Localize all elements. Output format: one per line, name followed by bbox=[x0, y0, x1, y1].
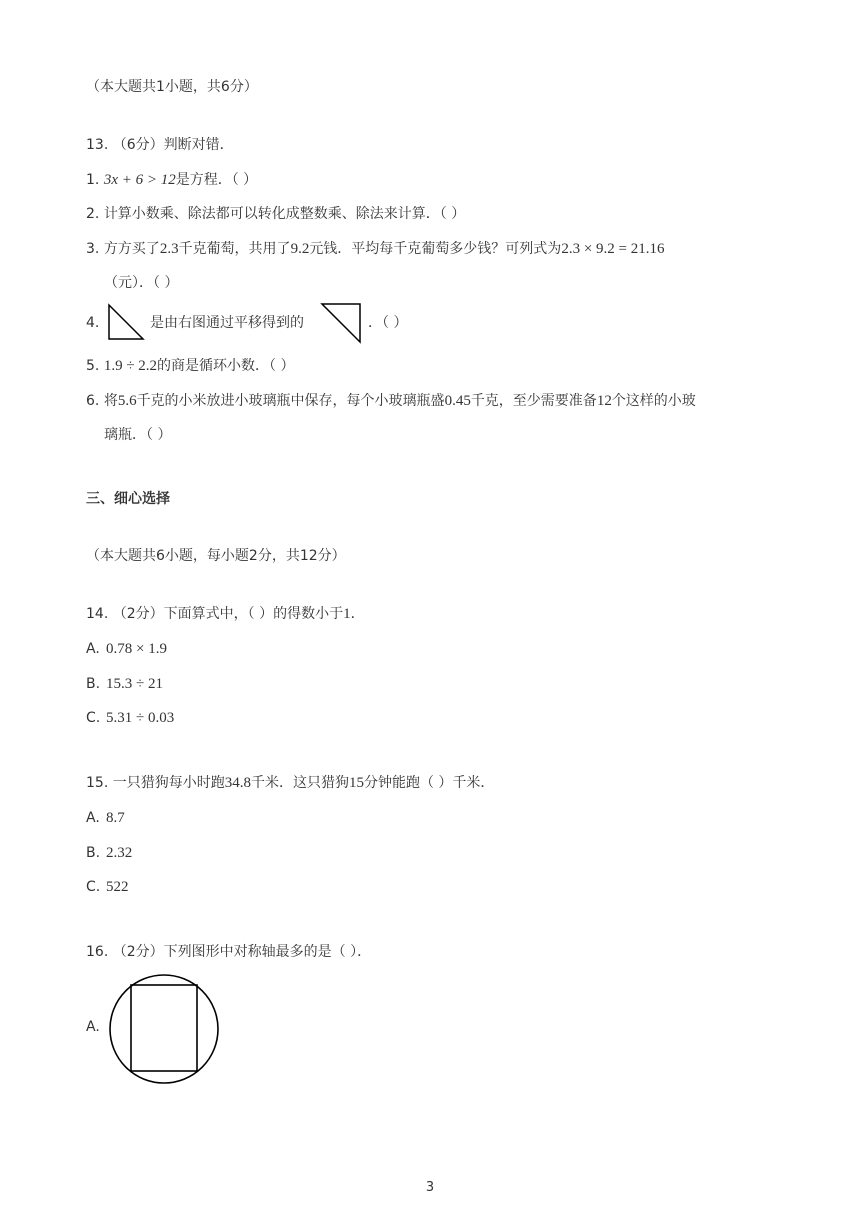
item-number: 6. bbox=[86, 393, 100, 409]
section-note: （本大题共1小题，共6分） bbox=[86, 79, 258, 95]
item-number: 4. bbox=[86, 315, 100, 331]
option-value: 2.32 bbox=[106, 845, 133, 861]
option-b bbox=[86, 843, 132, 863]
item-number: 5. bbox=[86, 358, 100, 374]
q13-item-6-continued: 璃瓶．（ ） bbox=[104, 427, 172, 443]
math-value: 1 bbox=[343, 606, 351, 622]
option-label: B. bbox=[86, 676, 101, 692]
item-text: 千克葡萄，共用了 bbox=[178, 241, 291, 257]
q13-item-4-suffix: ．（ ） bbox=[368, 315, 408, 331]
flipped-triangle-figure bbox=[320, 302, 362, 344]
question-text: 15. 一只猎狗每小时跑 bbox=[86, 775, 225, 791]
item-text: 元钱．平均每千克葡萄多少钱？可列式为 bbox=[309, 241, 562, 257]
option-label: C. bbox=[86, 710, 101, 726]
q13-item-3 bbox=[86, 239, 664, 259]
q13-item-1 bbox=[86, 170, 257, 190]
item-text: 个这样的小玻 bbox=[611, 393, 696, 409]
item-text: 的商是循环小数．（ ） bbox=[157, 358, 295, 374]
option-label: A. bbox=[86, 1019, 100, 1035]
item-number: 2. bbox=[86, 206, 100, 222]
item-number: 3. bbox=[86, 241, 100, 257]
option-label: C. bbox=[86, 879, 101, 895]
math-expression: 2.3 × 9.2 = 21.16 bbox=[561, 241, 665, 257]
option-a bbox=[86, 639, 167, 659]
question-16-header: 16. （2分）下列图形中对称轴最多的是（ ）． bbox=[86, 944, 372, 960]
option-c bbox=[86, 877, 129, 897]
option-a bbox=[86, 808, 125, 828]
q13-item-4 bbox=[86, 313, 99, 333]
option-value: 8.7 bbox=[106, 810, 125, 826]
math-value: 15 bbox=[348, 775, 364, 791]
math-value: 0.45 bbox=[444, 393, 471, 409]
item-text: 千克，至少需要准备 bbox=[470, 393, 597, 409]
option-value: 522 bbox=[106, 879, 129, 895]
math-expression: 3x + 6 > 12 bbox=[103, 172, 176, 188]
option-value: 15.3 ÷ 21 bbox=[106, 676, 163, 692]
option-label: B. bbox=[86, 845, 101, 861]
question-text: 14. （2分）下面算式中，（ ）的得数小于 bbox=[86, 606, 344, 622]
right-triangle-figure bbox=[107, 303, 145, 341]
option-label: A. bbox=[86, 641, 100, 657]
option-c bbox=[86, 708, 174, 728]
q13-item-3-continued: （元）．（ ） bbox=[104, 275, 179, 291]
item-text: 将 bbox=[103, 393, 118, 409]
math-value: 34.8 bbox=[224, 775, 251, 791]
math-value: 9.2 bbox=[290, 241, 310, 257]
section-title: 三、细心选择 bbox=[86, 491, 170, 507]
q13-item-6 bbox=[86, 391, 696, 411]
item-text: 计算小数乘、除法都可以转化成整数乘、除法来计算．（ ） bbox=[103, 206, 466, 222]
question-text: 千米．这只猎狗 bbox=[250, 775, 349, 791]
item-text: 千克的小米放进小玻璃瓶中保存，每个小玻璃瓶盛 bbox=[136, 393, 445, 409]
math-value: 2.3 bbox=[159, 241, 179, 257]
question-15-header bbox=[86, 773, 494, 793]
q13-item-4-text: 是由右图通过平移得到的 bbox=[150, 315, 304, 331]
option-label: A. bbox=[86, 810, 100, 826]
page-number: 3 bbox=[425, 1180, 435, 1195]
item-number: 1. bbox=[86, 172, 100, 188]
q13-item-2 bbox=[86, 204, 465, 224]
math-value: 12 bbox=[596, 393, 612, 409]
question-text: 分钟能跑（ ）千米． bbox=[363, 775, 495, 791]
item-text: 是方程．（ ） bbox=[175, 172, 258, 188]
question-text: ． bbox=[350, 606, 365, 622]
question-13-header: 13. （6分）判断对错． bbox=[86, 137, 234, 153]
option-a bbox=[86, 1017, 106, 1037]
option-value: 5.31 ÷ 0.03 bbox=[106, 710, 175, 726]
math-expression: 1.9 ÷ 2.2 bbox=[103, 358, 158, 374]
section-note: （本大题共6小题，每小题2分，共12分） bbox=[86, 548, 346, 564]
math-value: 5.6 bbox=[117, 393, 137, 409]
item-text: 方方买了 bbox=[103, 241, 160, 257]
option-b bbox=[86, 674, 163, 694]
q13-item-5 bbox=[86, 356, 295, 376]
option-value: 0.78 × 1.9 bbox=[106, 641, 167, 657]
question-14-header bbox=[86, 604, 365, 624]
circle-with-rectangle-figure bbox=[107, 972, 221, 1086]
